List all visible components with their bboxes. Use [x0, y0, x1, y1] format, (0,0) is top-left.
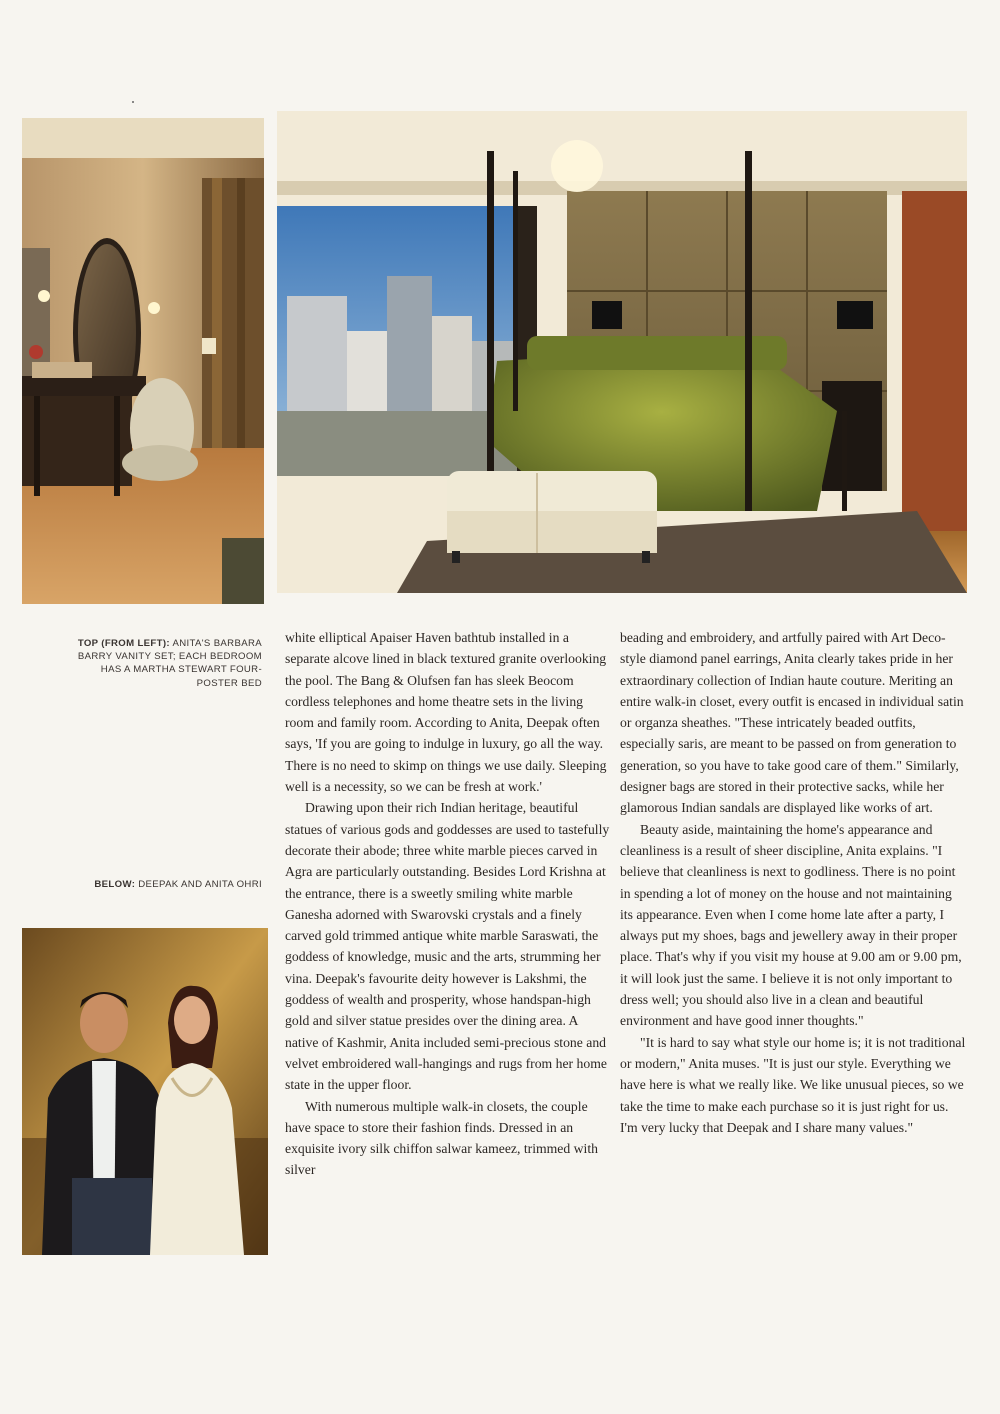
article-paragraph: beading and embroidery, and artfully paired with Art Deco-style diamond panel earrings, Anita clearly takes pride in her extraordinary collection of Indian haute couture. Meriting an entire walk-in closet, every outfit is encased in individual satin or organza sheathes. "These intricately beaded outfits, especially saris, are meant to be passed on from generation to generation, so you have to take good care of them." Similarly, designer bags are stored in their protective sacks, while her glamorous Indian sandals are displayed like works of art.	[620, 630, 964, 816]
caption-below-lead: BELOW:	[94, 879, 136, 890]
article-column-1	[285, 627, 610, 1181]
article-paragraph: "It is hard to say what style our home is; it is not traditional or modern," Anita muses. "It is just our style. Everything we have here is what we really like. We like unusual pieces, so we take the time to make each purchase so it is just right for us. I'm very lucky that Deepak and I share many values."	[620, 1034, 966, 1135]
article-paragraph: Beauty aside, maintaining the home's appearance and cleanliness is a result of sheer discipline, Anita explains. "I believe that cleanliness is next to godliness. There is no point in spending a lot of money on the house and not maintaining its appearance. Even when I come home late after a party, I always put my shoes, bags and jewellery away in their proper place. That's why if you visit my house at 9.00 am or 9.00 pm, it will look just the same. I believe it is not only important to dress well; you should also live in a clean and beautiful environment and have good inner thoughts."	[620, 821, 962, 1029]
article-paragraph: white elliptical Apaiser Haven bathtub installed in a separate alcove lined in black textured granite overlooking the pool. The Bang & Olufsen fan has sleek Beocom cordless telephones and home theatre sets in the living room and family room. According to Anita, Deepak often says, 'If you are going to indulge in luxury, go all the way. There is no need to skimp on things we use daily. Sleeping well is a necessity, so we can be fresh at work.'	[285, 630, 607, 795]
caption-top-lead: TOP (FROM LEFT):	[77, 638, 170, 649]
print-speck	[132, 101, 134, 103]
bedroom-photo	[277, 111, 967, 593]
photo-caption-below	[62, 878, 262, 891]
article-column-2	[620, 627, 968, 1138]
caption-below-text: DEEPAK AND ANITA OHRI	[138, 879, 262, 890]
couple-photo	[22, 928, 268, 1255]
article-paragraph: With numerous multiple walk-in closets, the couple have space to store their fashion finds. Dressed in an exquisite ivory silk chiffon salwar kameez, trimmed with silver	[285, 1098, 598, 1178]
caption-top-text: ANITA'S BARBARA BARRY VANITY SET; EACH BEDROOM HAS A MARTHA STEWART FOUR-POSTER BED	[77, 638, 262, 689]
vanity-photo	[22, 118, 264, 604]
photo-caption-top	[62, 637, 262, 690]
article-paragraph: Drawing upon their rich Indian heritage, beautiful statues of various gods and goddesses are used to tastefully decorate their abode; three white marble pieces carved in Agra are particularly outstanding. Besides Lord Krishna at the entrance, there is a sweetly smiling white marble Ganesha adorned with Swarovski crystals and a finely carved gold trimmed antique white marble Saraswati, the goddess of knowledge, music and the arts, strumming her vina. Deepak's favourite deity however is Lakshmi, the goddess of wealth and prosperity, whose handspan-high gold and silver statue presides over the dining area. A native of Kashmir, Anita included semi-precious stone and velvet embroidered wall-hangings and rugs from her home state in the upper floor.	[285, 800, 610, 1093]
